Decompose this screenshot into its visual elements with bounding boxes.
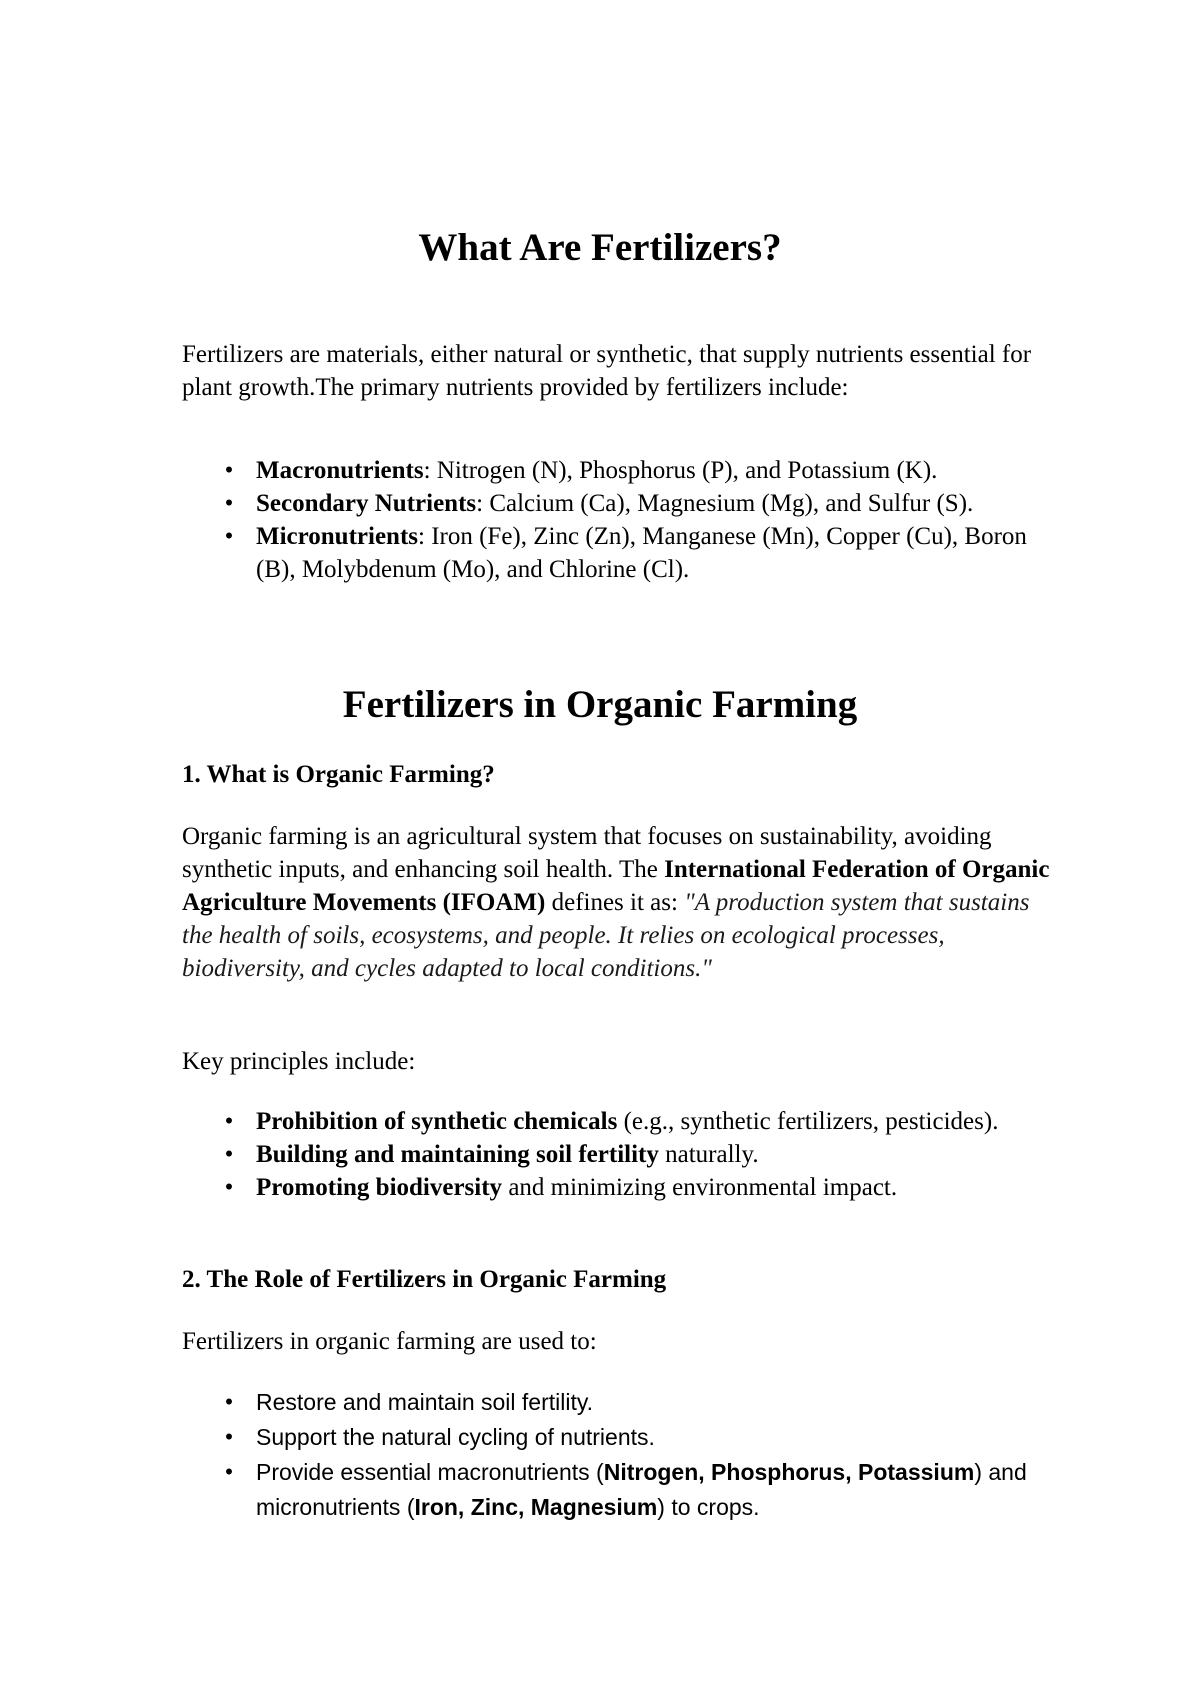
section-title-organic-farming: Fertilizers in Organic Farming [342,683,858,726]
bullet-icon: • [224,1459,234,1486]
bullet-icon: • [224,1141,234,1168]
subheading-what-is-organic-farming: 1. What is Organic Farming? [182,761,495,788]
uses-list [182,1385,1062,1525]
list-item-use: • Restore and maintain soil fertility. [182,1385,1062,1420]
fertilizers-intro: Fertilizers are materials, either natural or synthetic, that supply nutrients essential for plant growth.The primary nutrients provided by fertilizers include: [182,341,1032,401]
bullet-icon: • [224,490,234,517]
bullet-icon: • [224,457,234,484]
list-item-secondary-nutrients: • Secondary Nutrients: Calcium (Ca), Magnesium (Mg), and Sulfur (S). [182,487,1062,520]
list-item-principle: • Promoting biodiversity and minimizing environmental impact. [182,1171,1062,1204]
bullet-icon: • [224,1389,234,1416]
organic-farming-definition: Organic farming is an agricultural system that focuses on sustainability, avoiding synthetic inputs, and enhancing soil health. The International Federation of Organic Agriculture Movements (IFOAM) defines it as: "A production system that sustains the health of soils, ecosystems, and people. It relies on ecological processes, biodiversity, and cycles adapted to local conditions." [182,823,1050,982]
list-item-use: • Provide essential macronutrients (Nitrogen, Phosphorus, Potassium) and micronutrients (Iron, Zinc, Magnesium) to crops. [182,1455,1062,1525]
list-item-principle: • Building and maintaining soil fertility naturally. [182,1138,1062,1171]
principles-list [182,1105,1062,1204]
list-item-use: • Support the natural cycling of nutrients. [182,1420,1062,1455]
bullet-icon: • [224,523,234,550]
list-item-principle: • Prohibition of synthetic chemicals (e.g., synthetic fertilizers, pesticides). [182,1105,1062,1138]
role-intro: Fertilizers in organic farming are used to: [182,1328,597,1355]
bullet-icon: • [224,1174,234,1201]
nutrient-list [182,454,1062,586]
list-item-micronutrients: • Micronutrients: Iron (Fe), Zinc (Zn), Manganese (Mn), Copper (Cu), Boron (B), Molybdenum (Mo), and Chlorine (Cl). [182,520,1062,586]
section-title-fertilizers: What Are Fertilizers? [418,226,782,269]
principles-intro: Key principles include: [182,1048,416,1075]
bullet-icon: • [224,1424,234,1451]
ifoam-quote: "A production system that sustains the health of soils, ecosystems, and people. It relies on ecological processes, biodiversity, and cycles adapted to local conditions." [182,889,1030,982]
org-name: International Federation of Organic Agriculture Movements (IFOAM) [182,856,1050,916]
subheading-role-of-fertilizers: 2. The Role of Fertilizers in Organic Farming [182,1266,667,1293]
list-item-macronutrients: • Macronutrients: Nitrogen (N), Phosphorus (P), and Potassium (K). [182,454,1062,487]
bullet-icon: • [224,1108,234,1135]
